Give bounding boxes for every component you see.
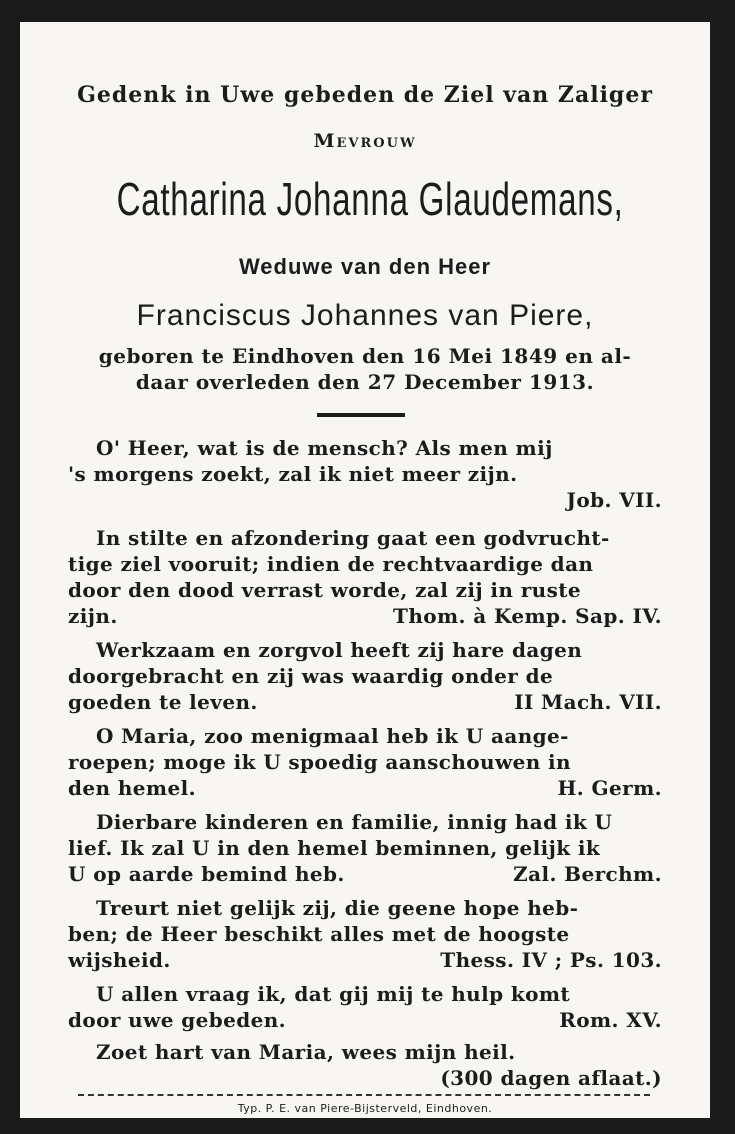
verse-last-line — [68, 862, 662, 886]
death-line: daar overleden den 27 December 1913. — [135, 370, 595, 394]
verse-source: Thess. IV ; Ps. 103. — [440, 948, 662, 972]
verse-last-line — [68, 690, 662, 714]
verse-line: ben; de Heer beschikt alles met de hoogste — [68, 922, 570, 946]
verse-last-line — [68, 1008, 662, 1032]
verse-last-line — [68, 604, 662, 628]
verse-line: O' Heer, wat is de mensch? Als men mij — [96, 436, 553, 460]
verse-line: door den dood verrast worde, zal zij in ruste — [68, 578, 581, 602]
verse-last-line — [68, 776, 662, 800]
verse-line: lief. Ik zal U in den hemel beminnen, gelijk ik — [68, 836, 601, 860]
printer-credit: Typ. P. E. van Piere-Bijsterveld, Eindhoven. — [237, 1102, 493, 1115]
widow-of-text: Weduwe van den Heer — [238, 254, 492, 279]
verse-last-line — [68, 948, 662, 972]
verse-line: Dierbare kinderen en familie, innig had ik U — [96, 810, 613, 834]
verse-source: II Mach. VII. — [514, 690, 662, 714]
deceased-name: Catharina Johanna Glaudemans, — [116, 173, 624, 225]
verse-source: Zal. Berchm. — [513, 862, 662, 886]
verse-source: Job. VII. — [566, 488, 662, 512]
verse-last-text: door uwe gebeden. — [68, 1008, 287, 1032]
title-text: Mevrouw — [313, 130, 417, 152]
ornament-divider — [317, 413, 405, 417]
verse-line: roepen; moge ik U spoedig aanschouwen in — [68, 750, 571, 774]
verse-line: 's morgens zoekt, zal ik niet meer zijn. — [68, 462, 518, 486]
verse-source: H. Germ. — [557, 776, 662, 800]
memorial-card — [20, 22, 710, 1118]
verse-last-text: den hemel. — [68, 776, 196, 800]
verse-line: doorgebracht en zij was waardig onder de — [68, 664, 554, 688]
verse-source: Thom. à Kemp. Sap. IV. — [393, 604, 662, 628]
footer-rule — [78, 1094, 650, 1096]
verse-line: Zoet hart van Maria, wees mijn heil. — [96, 1040, 516, 1064]
verse-line: tige ziel vooruit; indien de rechtvaardige dan — [68, 552, 594, 576]
verse-line: Treurt niet gelijk zij, die geene hope heb- — [96, 896, 579, 920]
verse-last-text: U op aarde bemind heb. — [68, 862, 345, 886]
verse-last-text: goeden te leven. — [68, 690, 258, 714]
verse-line: U allen vraag ik, dat gij mij te hulp komt — [96, 982, 571, 1006]
verse-source: (300 dagen aflaat.) — [440, 1066, 662, 1090]
verse-source: Rom. XV. — [559, 1008, 662, 1032]
verse-last-text: wijsheid. — [68, 948, 171, 972]
verse-line: In stilte en afzondering gaat een godvrucht- — [96, 526, 610, 550]
verse-line: O Maria, zoo menigmaal heb ik U aange- — [96, 724, 569, 748]
header-text: Gedenk in Uwe gebeden de Ziel van Zaliger — [77, 82, 653, 108]
husband-name: Franciscus Johannes van Piere, — [136, 299, 594, 332]
verse-last-text: zijn. — [68, 604, 118, 628]
birth-line: geboren te Eindhoven den 16 Mei 1849 en al- — [98, 344, 632, 368]
verse-line: Werkzaam en zorgvol heeft zij hare dagen — [96, 638, 583, 662]
